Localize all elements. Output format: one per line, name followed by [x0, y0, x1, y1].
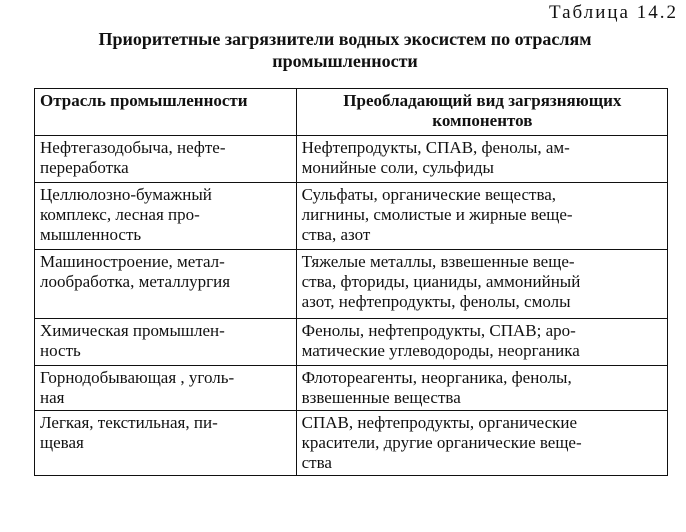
- table-row: [35, 250, 668, 319]
- pollutants-cell: [296, 250, 667, 319]
- industry-cell: [35, 411, 297, 476]
- pollutants-cell: [296, 411, 667, 476]
- pollutants-cell: [296, 366, 667, 411]
- industry-cell: [35, 319, 297, 366]
- caption-line-2: промышленности: [272, 51, 418, 71]
- pollutants-cell: [296, 319, 667, 366]
- header-industry-text: Отрасль промышленности: [40, 91, 248, 110]
- industry-line: ная: [40, 388, 65, 407]
- pollutants-line: взвешенные вещества: [301, 388, 461, 407]
- table-row: [35, 183, 668, 250]
- industry-line: Легкая, текстильная, пи-: [40, 413, 218, 432]
- table-row: [35, 366, 668, 411]
- industry-line: Химическая промышлен-: [40, 321, 225, 340]
- pollutants-line: ства, фториды, цианиды, аммонийный: [301, 272, 581, 291]
- pollutants-line: ства, азот: [301, 225, 371, 244]
- table-row: [35, 319, 668, 366]
- industry-line: ность: [40, 341, 81, 360]
- table-number: Таблица 14.2: [548, 2, 678, 23]
- industry-line: щевая: [40, 433, 84, 452]
- pollutants-line: Фенолы, нефтепродукты, СПАВ; аро-: [301, 321, 576, 340]
- industry-line: Машиностроение, метал-: [40, 252, 225, 271]
- pollutants-line: ства: [301, 453, 332, 472]
- pollutants-line: азот, нефтепродукты, фенолы, смолы: [301, 292, 571, 311]
- pollutants-table: [34, 88, 668, 476]
- header-pollutants-line-2: компонентов: [432, 111, 533, 130]
- pollutants-cell: [296, 183, 667, 250]
- table-row: [35, 136, 668, 183]
- table-caption: [40, 28, 650, 72]
- industry-line: Нефтегазодобыча, нефте-: [40, 138, 226, 157]
- pollutants-line: лигнины, смолистые и жирные веще-: [301, 205, 573, 224]
- industry-cell: [35, 136, 297, 183]
- industry-line: комплекс, лесная про-: [40, 205, 200, 224]
- industry-line: Горнодобывающая , уголь-: [40, 368, 235, 387]
- industry-line: лообработка, металлургия: [40, 272, 231, 291]
- pollutants-line: СПАВ, нефтепродукты, органические: [301, 413, 578, 432]
- industry-cell: [35, 366, 297, 411]
- pollutants-line: красители, другие органические веще-: [301, 433, 582, 452]
- pollutants-cell: [296, 136, 667, 183]
- pollutants-line: Флотореагенты, неорганика, фенолы,: [301, 368, 572, 387]
- table-header-row: [35, 89, 668, 136]
- pollutants-line: матические углеводороды, неорганика: [301, 341, 580, 360]
- industry-cell: [35, 250, 297, 319]
- industry-line: мышленность: [40, 225, 142, 244]
- pollutants-line: монийные соли, сульфиды: [301, 158, 494, 177]
- table-row: [35, 411, 668, 476]
- industry-line: переработка: [40, 158, 129, 177]
- header-industry: [35, 89, 297, 136]
- pollutants-line: Нефтепродукты, СПАВ, фенолы, ам-: [301, 138, 570, 157]
- pollutants-line: Тяжелые металлы, взвешенные веще-: [301, 252, 575, 271]
- pollutants-line: Сульфаты, органические вещества,: [301, 185, 557, 204]
- industry-line: Целлюлозно-бумажный: [40, 185, 212, 204]
- industry-cell: [35, 183, 297, 250]
- caption-line-1: Приоритетные загрязнители водных экосистем по отраслям: [98, 29, 592, 49]
- header-pollutants-line-1: Преобладающий вид загрязняющих: [343, 91, 622, 110]
- header-pollutants: [296, 89, 667, 136]
